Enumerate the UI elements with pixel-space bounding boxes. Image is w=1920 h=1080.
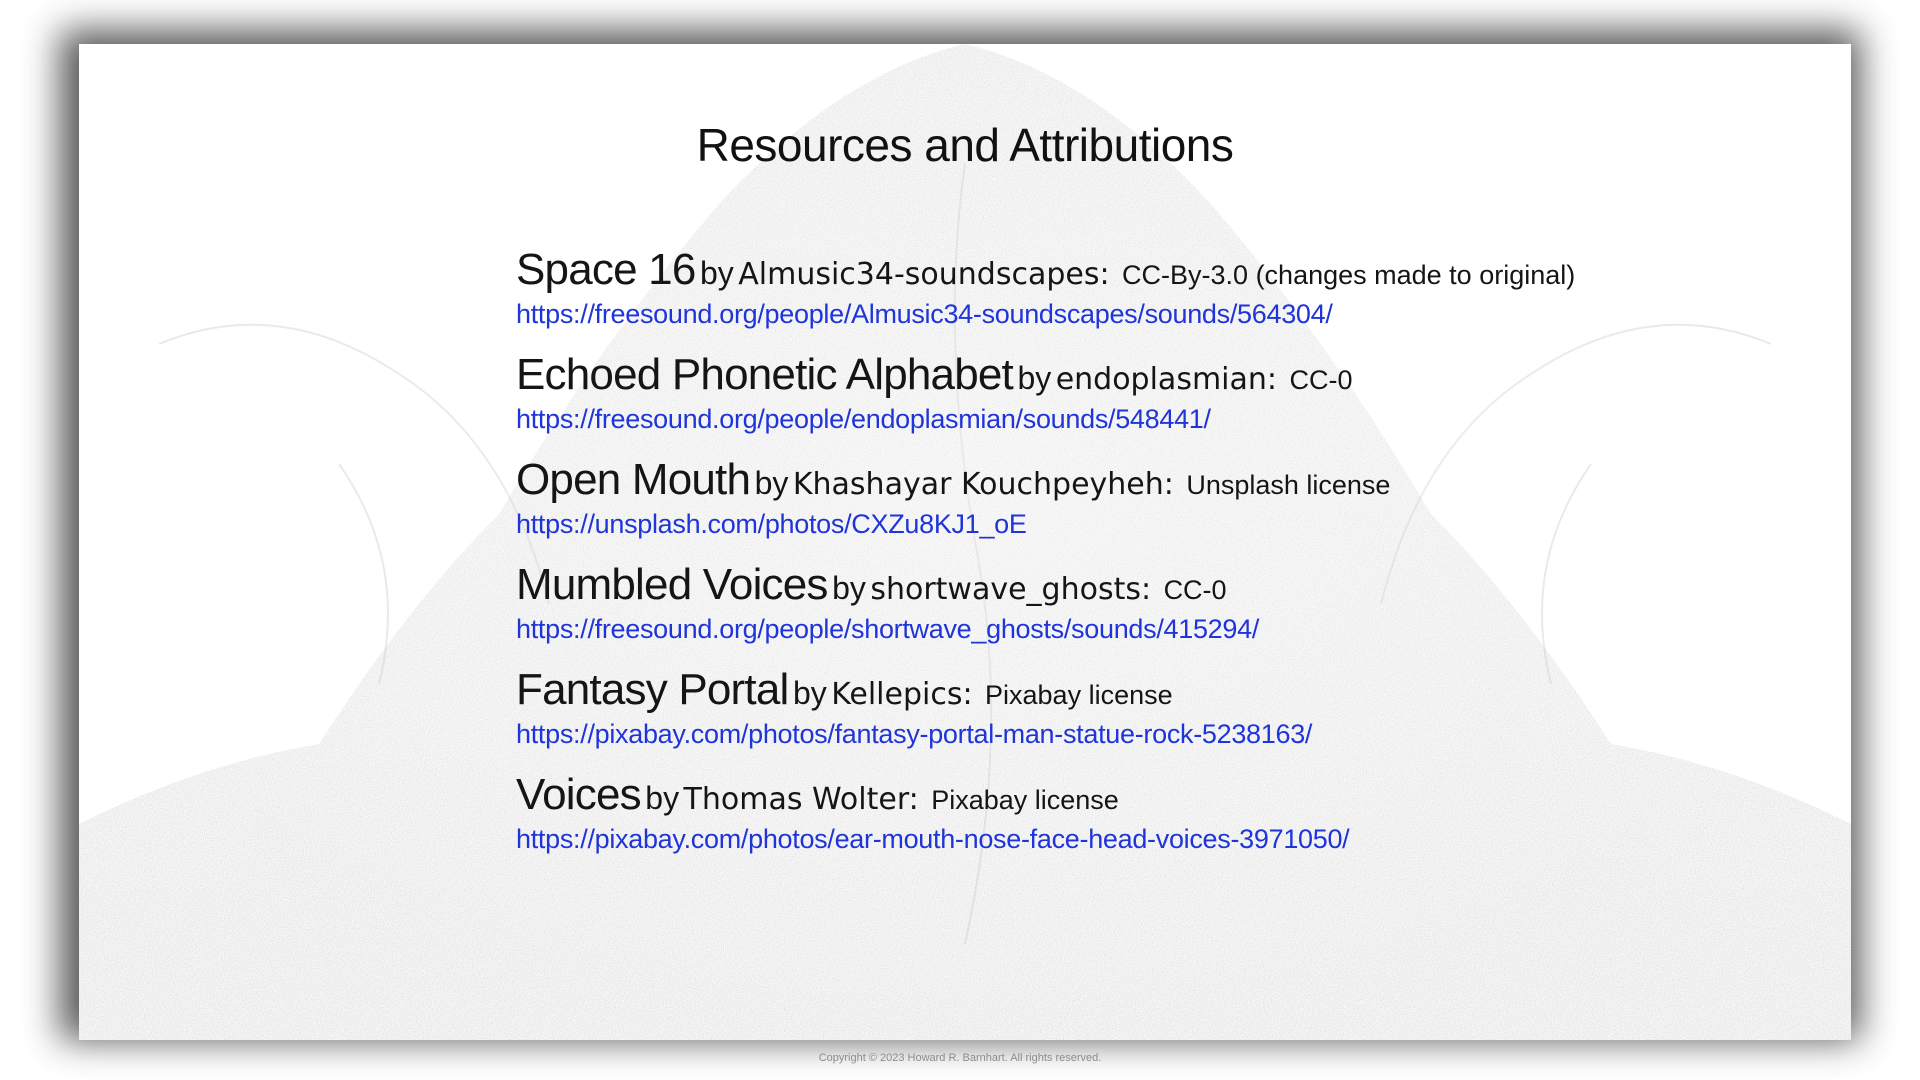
by-label: by xyxy=(699,255,734,291)
copyright-notice: Copyright © 2023 Howard R. Barnhart. All rights reserved. xyxy=(818,1052,1102,1064)
attribution-heading xyxy=(516,769,1716,821)
work-title: Space 16 xyxy=(516,245,696,294)
author-name: Almusic34-soundscapes: xyxy=(738,257,1110,292)
license-label: Pixabay license xyxy=(931,785,1119,815)
by-label: by xyxy=(792,675,827,711)
attribution-entry xyxy=(516,244,1716,349)
attribution-heading xyxy=(516,559,1716,611)
source-link[interactable]: https://pixabay.com/photos/ear-mouth-nose-face-head-voices-3971050/ xyxy=(516,824,1350,854)
attribution-heading xyxy=(516,244,1716,296)
author-name: endoplasmian: xyxy=(1055,362,1278,397)
source-link[interactable]: https://freesound.org/people/endoplasmian/sounds/548441/ xyxy=(516,404,1211,434)
by-label: by xyxy=(1017,360,1052,396)
by-label: by xyxy=(645,780,680,816)
attribution-entry xyxy=(516,664,1716,769)
work-title: Echoed Phonetic Alphabet xyxy=(516,350,1013,399)
work-title: Fantasy Portal xyxy=(516,665,789,714)
by-label: by xyxy=(832,570,866,606)
author-name: Khashayar Kouchpeyheh: xyxy=(792,467,1174,502)
license-label: Pixabay license xyxy=(985,680,1173,710)
license-label: CC-By-3.0 (changes made to original) xyxy=(1122,260,1576,290)
by-label: by xyxy=(754,465,789,501)
source-link[interactable]: https://pixabay.com/photos/fantasy-portal-man-statue-rock-5238163/ xyxy=(516,719,1313,749)
attribution-heading xyxy=(516,454,1716,506)
license-label: CC-0 xyxy=(1289,365,1353,395)
attribution-list xyxy=(516,244,1716,874)
attribution-heading xyxy=(516,664,1716,716)
author-name: shortwave_ghosts: xyxy=(870,572,1152,607)
slide-title: Resources and Attributions xyxy=(696,119,1234,171)
work-title: Open Mouth xyxy=(516,455,751,504)
license-label: Unsplash license xyxy=(1186,470,1391,500)
work-title: Mumbled Voices xyxy=(516,560,828,609)
attribution-entry xyxy=(516,769,1716,874)
source-link[interactable]: https://freesound.org/people/Almusic34-soundscapes/sounds/564304/ xyxy=(516,299,1333,329)
author-name: Kellepics: xyxy=(831,677,973,712)
attribution-entry xyxy=(516,559,1716,664)
work-title: Voices xyxy=(516,770,641,819)
license-label: CC-0 xyxy=(1163,575,1227,605)
attribution-entry xyxy=(516,349,1716,454)
source-link[interactable]: https://unsplash.com/photos/CXZu8KJ1_oE xyxy=(516,509,1027,539)
author-name: Thomas Wolter: xyxy=(683,782,919,817)
attribution-heading xyxy=(516,349,1716,401)
attribution-entry xyxy=(516,454,1716,559)
slide xyxy=(79,44,1851,1040)
source-link[interactable]: https://freesound.org/people/shortwave_ghosts/sounds/415294/ xyxy=(516,614,1260,644)
